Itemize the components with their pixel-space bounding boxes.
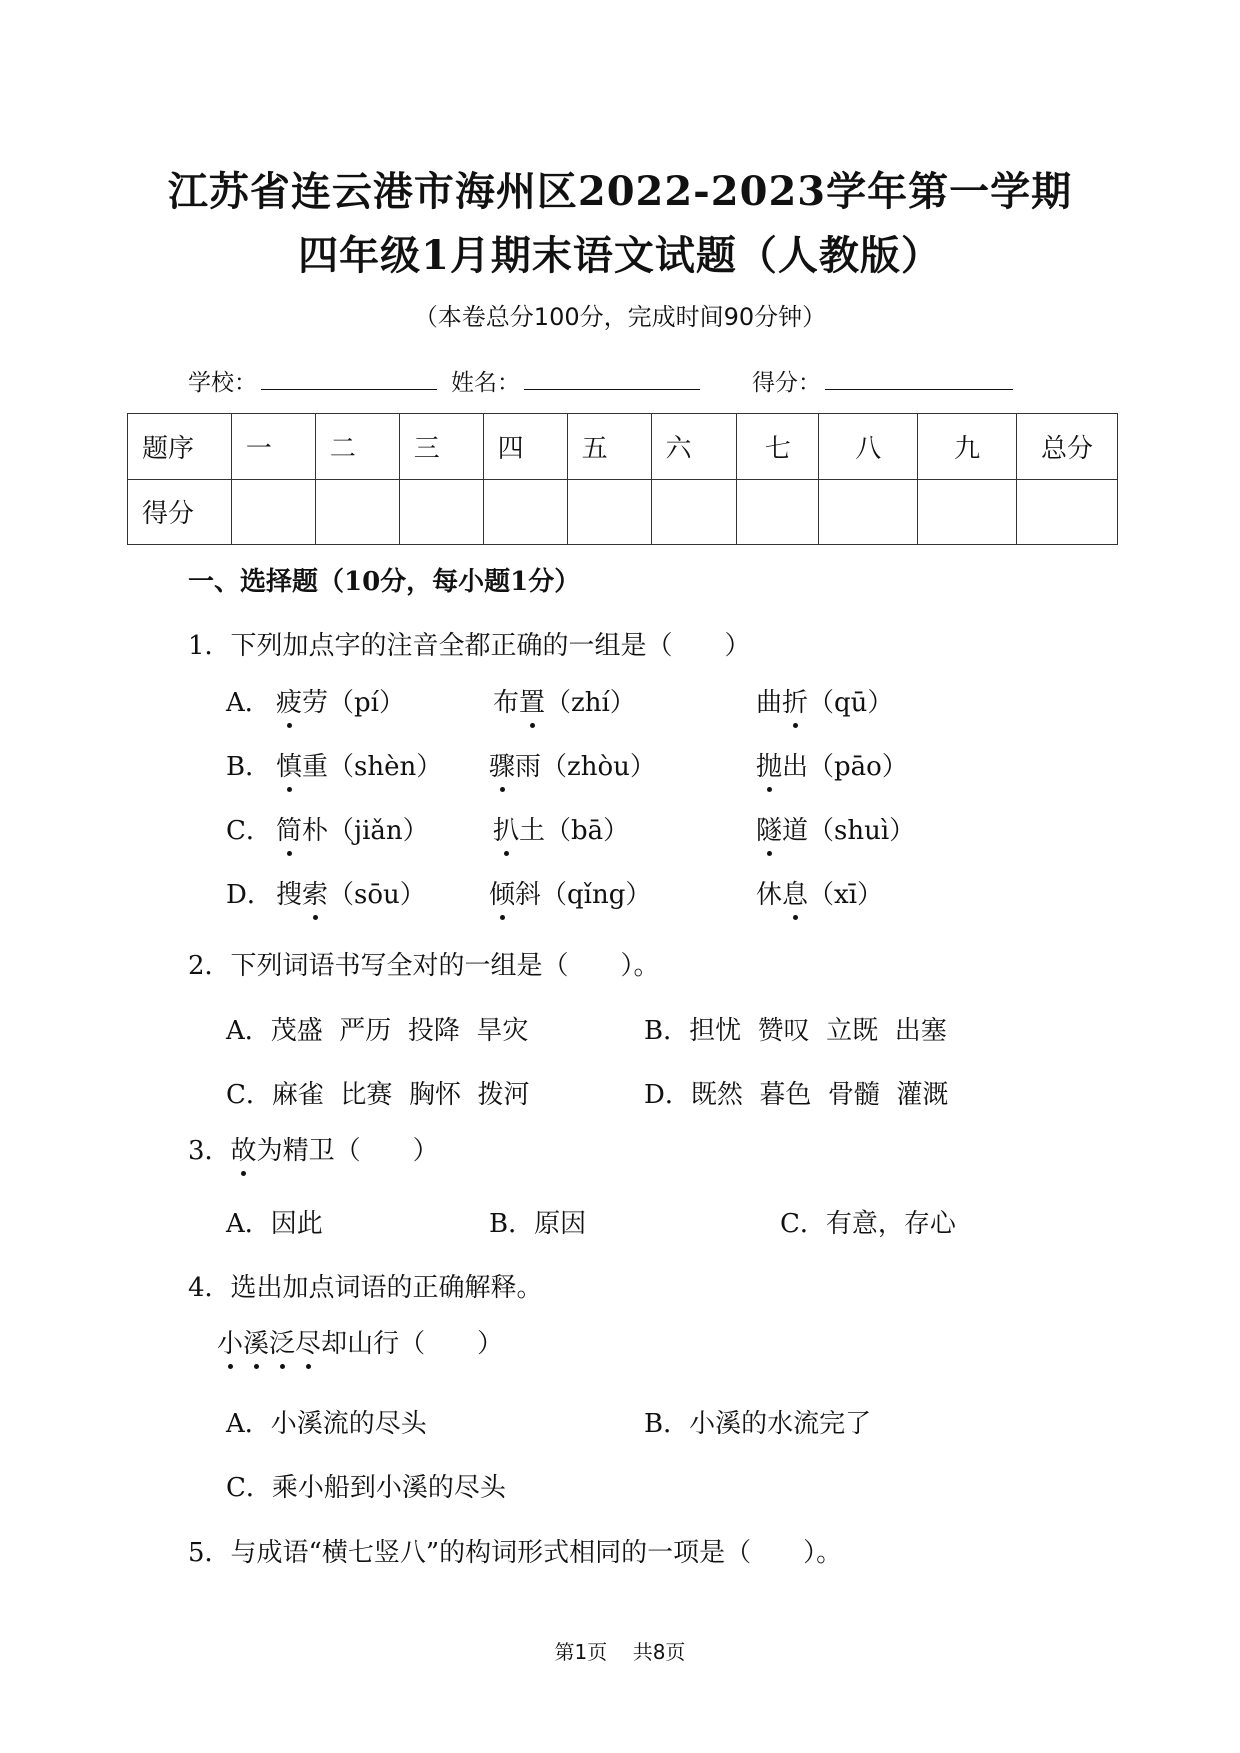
q4-phrase-rest: 却山行（ ） <box>321 1329 504 1359</box>
char: 搜 <box>276 880 303 910</box>
table-cell: 题序 <box>128 414 232 480</box>
char: 朴 <box>302 816 329 846</box>
char: 布 <box>493 688 520 718</box>
score-blank <box>825 367 1013 390</box>
q3-stem-text: 为精卫（ ） <box>256 1136 439 1166</box>
school-blank <box>261 367 437 390</box>
q2-option-d: D．既然 暮色 骨髓 灌溉 <box>644 1080 949 1110</box>
char: 休 <box>756 880 783 910</box>
section1-heading: 一、选择题（10分，每小题1分） <box>188 567 581 597</box>
char: 雨 <box>515 752 542 782</box>
pinyin: （pāo） <box>808 752 908 782</box>
score-table <box>127 413 1118 545</box>
q1-item <box>276 874 426 911</box>
q3-number: 3． <box>188 1136 231 1166</box>
dotted-char: 简 <box>276 810 302 847</box>
q1-item <box>756 810 915 847</box>
q1-stem: 1．下列加点字的注音全都正确的一组是（ ） <box>188 631 751 661</box>
table-cell: 得分 <box>128 479 232 545</box>
q2-option-c: C．麻雀 比赛 胸怀 拨河 <box>226 1080 530 1110</box>
score-field <box>752 364 1013 397</box>
option-letter: D． <box>226 880 273 910</box>
q5-stem: 5．与成语“横七竖八”的构词形式相同的一项是（ ）。 <box>188 1538 843 1568</box>
q3-option-b: B．原因 <box>489 1209 587 1239</box>
pinyin: （bā） <box>545 816 630 846</box>
name-label: 姓名： <box>451 370 520 396</box>
table-cell: 七 <box>737 414 819 480</box>
q1-item <box>489 746 656 783</box>
dotted-char: 尽 <box>295 1323 321 1360</box>
score-table-header-row <box>128 414 1118 480</box>
char: 出 <box>782 752 809 782</box>
pinyin: （jiǎn） <box>328 816 429 846</box>
char: 重 <box>302 752 329 782</box>
table-cell: 三 <box>399 414 483 480</box>
pinyin: （pí） <box>328 688 405 718</box>
dotted-char: 扒 <box>493 810 519 847</box>
exam-title-line1: 江苏省连云港市海州区2022-2023学年第一学期 <box>167 168 1073 215</box>
q1-item <box>276 746 442 783</box>
dotted-char: 溪 <box>243 1323 269 1360</box>
score-cell[interactable] <box>483 479 567 545</box>
dotted-char: 慎 <box>276 746 302 783</box>
char: 劳 <box>302 688 329 718</box>
q2-stem: 2．下列词语书写全对的一组是（ ）。 <box>188 951 660 981</box>
score-cell[interactable] <box>231 479 315 545</box>
score-cell[interactable] <box>918 479 1017 545</box>
table-cell: 八 <box>819 414 918 480</box>
q1-item <box>276 682 405 719</box>
q1-item <box>756 682 893 719</box>
q1-item <box>493 810 629 847</box>
q4-option-b: B．小溪的水流完了 <box>644 1409 872 1439</box>
score-cell[interactable] <box>651 479 737 545</box>
dotted-char: 抛 <box>756 746 782 783</box>
dotted-char: 折 <box>782 682 808 719</box>
table-cell: 总分 <box>1017 414 1118 480</box>
score-cell[interactable] <box>399 479 483 545</box>
q1-item <box>493 682 636 719</box>
table-cell: 五 <box>567 414 651 480</box>
page-footer: 第1页 共8页 <box>554 1640 686 1664</box>
score-cell[interactable] <box>1017 479 1118 545</box>
dotted-char: 故 <box>231 1130 257 1167</box>
dotted-char: 置 <box>519 682 545 719</box>
q3-option-a: A．因此 <box>226 1209 323 1239</box>
option-letter: A． <box>226 688 271 718</box>
table-cell: 四 <box>483 414 567 480</box>
school-field <box>188 364 437 397</box>
q1-item <box>756 746 908 783</box>
option-letter: B． <box>226 752 272 782</box>
score-cell[interactable] <box>315 479 399 545</box>
pinyin: （shèn） <box>328 752 443 782</box>
q4-stem: 4．选出加点词语的正确解释。 <box>188 1273 543 1303</box>
dotted-char: 小 <box>217 1323 243 1360</box>
dotted-char: 疲 <box>276 682 302 719</box>
q2-option-a: A．茂盛 严历 投降 旱灾 <box>226 1016 529 1046</box>
q4-option-a: A．小溪流的尽头 <box>226 1409 427 1439</box>
pinyin: （zhòu） <box>541 752 656 782</box>
table-cell: 二 <box>315 414 399 480</box>
name-blank <box>524 367 700 390</box>
char: 曲 <box>756 688 783 718</box>
score-cell[interactable] <box>819 479 918 545</box>
option-letter: C． <box>226 816 272 846</box>
pinyin: （qū） <box>808 688 894 718</box>
dotted-char: 骤 <box>489 746 515 783</box>
score-label: 得分： <box>752 370 821 396</box>
score-cell[interactable] <box>737 479 819 545</box>
q1-item <box>756 874 883 911</box>
q2-option-b: B．担忧 赞叹 立既 出塞 <box>644 1016 947 1046</box>
char: 土 <box>519 816 546 846</box>
dotted-char: 泛 <box>269 1323 295 1360</box>
exam-subtitle: （本卷总分100分，完成时间90分钟） <box>413 303 827 331</box>
q3-option-c: C．有意，存心 <box>780 1209 956 1239</box>
dotted-char: 隧 <box>756 810 782 847</box>
q3-stem <box>188 1130 439 1167</box>
q1-item <box>276 810 429 847</box>
pinyin: （zhí） <box>545 688 636 718</box>
dotted-char: 索 <box>302 874 328 911</box>
q1-item <box>489 874 651 911</box>
table-cell: 六 <box>651 414 737 480</box>
school-label: 学校： <box>188 370 257 396</box>
char: 道 <box>782 816 809 846</box>
pinyin: （xī） <box>808 880 884 910</box>
q4-phrase <box>217 1323 503 1360</box>
pinyin: （qǐng） <box>541 880 652 910</box>
dotted-char: 息 <box>782 874 808 911</box>
score-cell[interactable] <box>567 479 651 545</box>
dotted-char: 倾 <box>489 874 515 911</box>
name-field <box>451 364 700 397</box>
table-cell: 一 <box>231 414 315 480</box>
exam-title-line2: 四年级1月期末语文试题（人教版） <box>298 232 942 279</box>
char: 斜 <box>515 880 542 910</box>
q4-option-c: C．乘小船到小溪的尽头 <box>226 1473 506 1503</box>
table-cell: 九 <box>918 414 1017 480</box>
pinyin: （shuì） <box>808 816 916 846</box>
score-table-score-row <box>128 479 1118 545</box>
pinyin: （sōu） <box>328 880 426 910</box>
